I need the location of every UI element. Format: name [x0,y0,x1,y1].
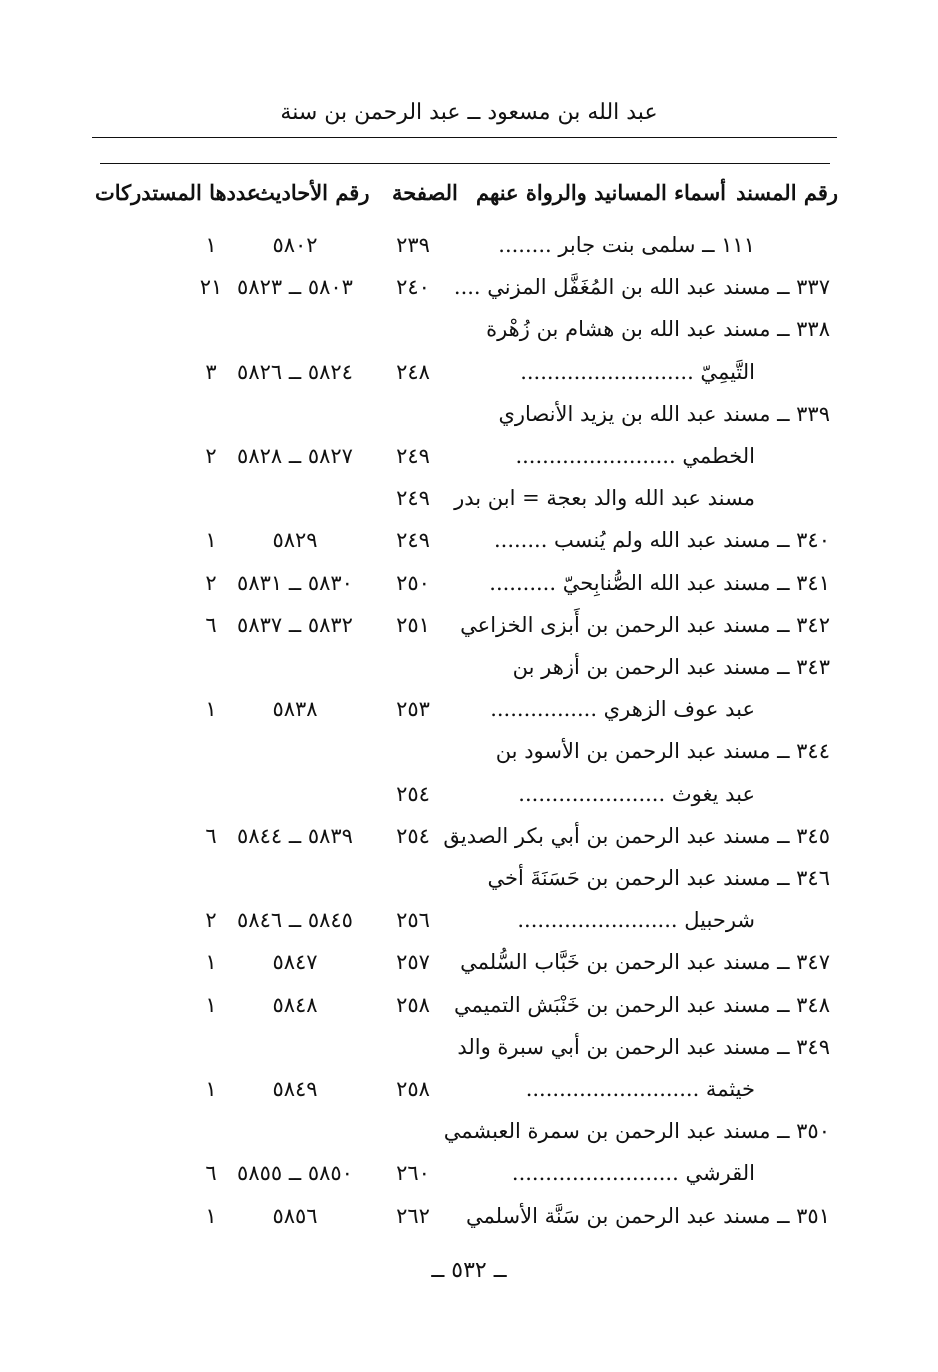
table-row [0,779,938,821]
entry-name: ٣٤٨ ــ مسند عبد الرحمن بن خَنْبَش التميمي [454,993,830,1017]
table-row [0,736,938,778]
table-row [0,652,938,694]
entry-page: ٢٥٤ [396,782,430,806]
entry-name: ١١١ ــ سلمى بنت جابر ........ [498,233,755,257]
header-rule-bottom [100,163,830,164]
table-row [0,1201,938,1243]
entry-page: ٢٥٨ [396,1077,430,1101]
table-row [0,1074,938,1116]
column-header-names: أسماء المسانيد والرواة عنهم [476,180,726,205]
table-row [0,441,938,483]
entry-name: ٣٤٩ ــ مسند عبد الرحمن بن أبي سبرة والد [457,1035,830,1059]
column-header-number: رقم المسند [736,180,838,205]
entry-count: ٦ [205,824,217,848]
entry-count: ١ [205,1077,217,1101]
entry-page: ٢٦٢ [396,1204,430,1228]
entry-hadith-numbers: ٥٨٢٧ ــ ٥٨٢٨ [237,444,353,468]
entry-name: القرشي ......................... [511,1161,755,1185]
table-row [0,1116,938,1158]
entry-count: ٦ [205,1161,217,1185]
entry-page: ٢٣٩ [396,233,430,257]
entry-page: ٢٥٣ [396,697,430,721]
table-row [0,905,938,947]
entry-count: ٢ [205,571,217,595]
entry-name: ٣٤١ ــ مسند عبد الله الصُّنابِحيّ .......... [489,571,830,595]
table-row [0,399,938,441]
entry-count: ٦ [205,613,217,637]
table-row [0,483,938,525]
entry-name: ٣٤٣ ــ مسند عبد الرحمن بن أزهر بن [512,655,830,679]
entry-page: ٢٥٠ [396,571,430,595]
entry-hadith-numbers: ٥٨٤٨ [272,993,318,1017]
entry-page: ٢٥١ [396,613,430,637]
entry-name: عبد عوف الزهري ................ [490,697,755,721]
entry-count: ١ [205,528,217,552]
entry-name: ٣٣٩ ــ مسند عبد الله بن يزيد الأنصاري [498,402,830,426]
entry-hadith-numbers: ٥٨٣٩ ــ ٥٨٤٤ [237,824,353,848]
table-row [0,568,938,610]
entry-hadith-numbers: ٥٨٢٤ ــ ٥٨٢٦ [237,360,353,384]
entry-page: ٢٦٠ [396,1161,430,1185]
entry-page: ٢٥٤ [396,824,430,848]
entry-count: ١ [205,233,217,257]
running-head: عبد الله بن مسعود ــ عبد الرحمن بن سنة [280,100,658,125]
entry-page: ٢٥٦ [396,908,430,932]
entry-hadith-numbers: ٥٨٠٣ ــ ٥٨٢٣ [237,275,353,299]
table-row [0,525,938,567]
entry-page: ٢٤٨ [396,360,430,384]
table-row [0,821,938,863]
entry-name: التَّيمِيّ .......................... [520,360,755,384]
table-row [0,230,938,272]
entry-count: ١ [205,950,217,974]
table-row [0,272,938,314]
entry-hadith-numbers: ٥٨٤٧ [272,950,318,974]
entry-hadith-numbers: ٥٨٥٠ ــ ٥٨٥٥ [237,1161,353,1185]
entry-count: ٢ [205,444,217,468]
entry-name: ٣٣٧ ــ مسند عبد الله بن المُغَفَّل المزني .... [453,275,830,299]
table-row [0,1158,938,1200]
entry-count: ٢ [205,908,217,932]
column-header-page: الصفحة [392,180,458,205]
entry-hadith-numbers: ٥٨٠٢ [272,233,318,257]
table-row [0,610,938,652]
table-row [0,357,938,399]
column-header-count: عددها المستدركات [95,180,260,205]
entry-name: عبد يغوث ...................... [518,782,755,806]
header-rule-top [92,137,837,138]
entry-page: ٢٤٩ [396,444,430,468]
entry-name: ٣٤٦ ــ مسند عبد الرحمن بن حَسَنَةَ أخي [487,866,830,890]
page-number: ــ ٥٣٢ ــ [431,1258,507,1283]
table-row [0,1032,938,1074]
entry-hadith-numbers: ٥٨٣٢ ــ ٥٨٣٧ [237,613,353,637]
entry-page: ٢٥٧ [396,950,430,974]
entry-count: ١ [205,697,217,721]
entry-name: ٣٤٢ ــ مسند عبد الرحمن بن أَبزى الخزاعي [460,613,830,637]
entry-hadith-numbers: ٥٨٢٩ [272,528,318,552]
entry-hadith-numbers: ٥٨٣٨ [272,697,318,721]
entry-count: ٣ [205,360,217,384]
table-row [0,863,938,905]
entry-name: ٣٥٠ ــ مسند عبد الرحمن بن سمرة العبشمي [443,1119,830,1143]
entry-name: ٣٤٥ ــ مسند عبد الرحمن بن أبي بكر الصديق [443,824,830,848]
entry-name: خيثمة .......................... [525,1077,755,1101]
entry-name: ٣٤٤ ــ مسند عبد الرحمن بن الأسود بن [495,739,830,763]
entry-hadith-numbers: ٥٨٤٥ ــ ٥٨٤٦ [237,908,353,932]
entry-hadith-numbers: ٥٨٤٩ [272,1077,318,1101]
entry-name: ٣٤٧ ــ مسند عبد الرحمن بن خَبَّاب السُّلمي [460,950,830,974]
entry-name: ٣٥١ ــ مسند عبد الرحمن بن سَنَّة الأسلمي [465,1204,830,1228]
entry-page: ٢٤٠ [396,275,430,299]
entry-page: ٢٥٨ [396,993,430,1017]
entry-name: الخطمي ........................ [515,444,755,468]
entry-name: ٣٤٠ ــ مسند عبد الله ولم يُنسب ........ [493,528,830,552]
entry-count: ١ [205,1204,217,1228]
table-row [0,990,938,1032]
entry-count: ٢١ [199,275,223,299]
entry-name: شرحبيل ........................ [517,908,755,932]
entry-hadith-numbers: ٥٨٣٠ ــ ٥٨٣١ [237,571,353,595]
entry-hadith-numbers: ٥٨٥٦ [272,1204,318,1228]
column-header-hadith-numbers: رقم الأحاديث [255,180,370,205]
entry-name: مسند عبد الله والد بعجة = ابن بدر [454,486,755,510]
table-row [0,694,938,736]
entry-count: ١ [205,993,217,1017]
table-row [0,947,938,989]
entry-page: ٢٤٩ [396,528,430,552]
entry-name: ٣٣٨ ــ مسند عبد الله بن هشام بن زُهْرة [486,317,830,341]
table-row [0,314,938,356]
entry-page: ٢٤٩ [396,486,430,510]
